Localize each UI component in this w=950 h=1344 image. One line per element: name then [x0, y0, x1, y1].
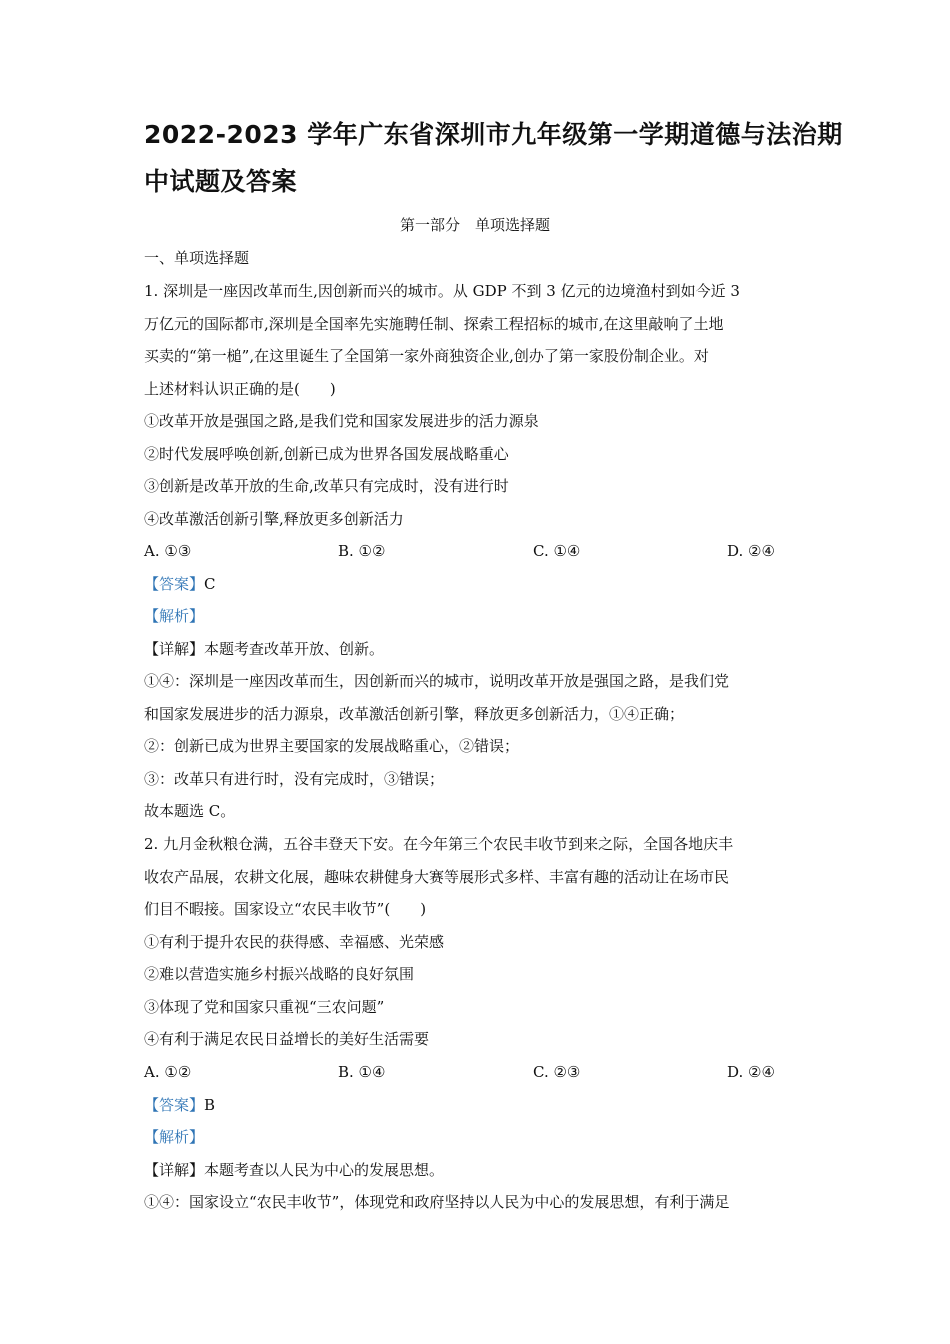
q2-explanation-line: ①④：国家设立“农民丰收节”，体现党和政府坚持以人民为中心的发展思想，有利于满足: [144, 1193, 730, 1211]
q1-explanation-line: ②：创新已成为世界主要国家的发展战略重心，②错误；: [144, 737, 520, 755]
q2-statement: ③体现了党和国家只重视“三农问题”: [144, 998, 385, 1016]
q1-explanation-line: ①④：深圳是一座因改革而生，因创新而兴的城市，说明改革开放是强国之路，是我们党: [144, 672, 730, 690]
q1-statement: ①改革开放是强国之路,是我们党和国家发展进步的活力源泉: [144, 412, 539, 430]
q1-statement: ③创新是改革开放的生命,改革只有完成时，没有进行时: [144, 477, 509, 495]
section-heading: 一、单项选择题: [144, 249, 250, 267]
q1-stem-line: 上述材料认识正确的是( ): [144, 380, 336, 398]
q2-stem-line: 收农产品展，农耕文化展，趣味农耕健身大赛等展形式多样、丰富有趣的活动让在场市民: [144, 868, 730, 886]
q2-statement: ④有利于满足农民日益增长的美好生活需要: [144, 1030, 430, 1048]
detail-text: 本题考查以人民为中心的发展思想。: [204, 1161, 445, 1179]
q1-statement: ②时代发展呼唤创新,创新已成为世界各国发展战略重心: [144, 445, 509, 463]
q1-detail: [144, 638, 384, 660]
q2-stem-line: 2. 九月金秋粮仓满，五谷丰登天下安。在今年第三个农民丰收节到来之际，全国各地庆丰: [144, 835, 734, 853]
q1-answer: [144, 573, 216, 595]
q1-option-d: D. ②④: [727, 542, 775, 560]
detail-label: 【详解】: [144, 1161, 205, 1179]
detail-text: 本题考查改革开放、创新。: [204, 640, 385, 658]
q2-option-c: C. ②③: [533, 1063, 581, 1081]
q1-option-a: A. ①③: [144, 542, 192, 560]
q1-stem-line: 万亿元的国际都市,深圳是全国率先实施聘任制、探索工程招标的城市,在这里敲响了土地: [144, 315, 724, 333]
answer-label: 【答案】: [144, 575, 205, 593]
q2-answer: [144, 1094, 215, 1116]
q2-statement: ①有利于提升农民的获得感、幸福感、光荣感: [144, 933, 445, 951]
q1-analysis-label: 【解析】: [144, 607, 205, 625]
answer-label: 【答案】: [144, 1096, 205, 1114]
q2-analysis-label: 【解析】: [144, 1128, 205, 1146]
q2-option-a: A. ①②: [144, 1063, 192, 1081]
q1-stem-line: 1. 深圳是一座因改革而生,因创新而兴的城市。从 GDP 不到 3 亿元的边境渔村到如今近 3: [144, 282, 740, 300]
q2-stem-line: 们目不暇接。国家设立“农民丰收节”( ): [144, 900, 427, 918]
q2-option-d: D. ②④: [727, 1063, 775, 1081]
q1-stem-line: 买卖的“第一槌”,在这里诞生了全国第一家外商独资企业,创办了第一家股份制企业。对: [144, 347, 709, 365]
q1-explanation-line: 和国家发展进步的活力源泉，改革激活创新引擎，释放更多创新活力，①④正确；: [144, 705, 685, 723]
q1-option-c: C. ①④: [533, 542, 581, 560]
document-title-line-2: 中试题及答案: [144, 167, 298, 196]
answer-value: B: [204, 1096, 216, 1114]
detail-label: 【详解】: [144, 640, 205, 658]
q1-explanation-line: 故本题选 C。: [144, 802, 236, 820]
q2-option-b: B. ①④: [338, 1063, 386, 1081]
q2-detail: [144, 1159, 444, 1181]
q1-explanation-line: ③：改革只有进行时，没有完成时，③错误；: [144, 770, 445, 788]
document-title-line-1: 2022-2023 学年广东省深圳市九年级第一学期道德与法治期: [144, 120, 843, 149]
q1-statement: ④改革激活创新引擎,释放更多创新活力: [144, 510, 404, 528]
q2-statement: ②难以营造实施乡村振兴战略的良好氛围: [144, 965, 415, 983]
answer-value: C: [204, 575, 216, 593]
q1-option-b: B. ①②: [338, 542, 386, 560]
part-heading: 第一部分 单项选择题: [399, 216, 550, 234]
